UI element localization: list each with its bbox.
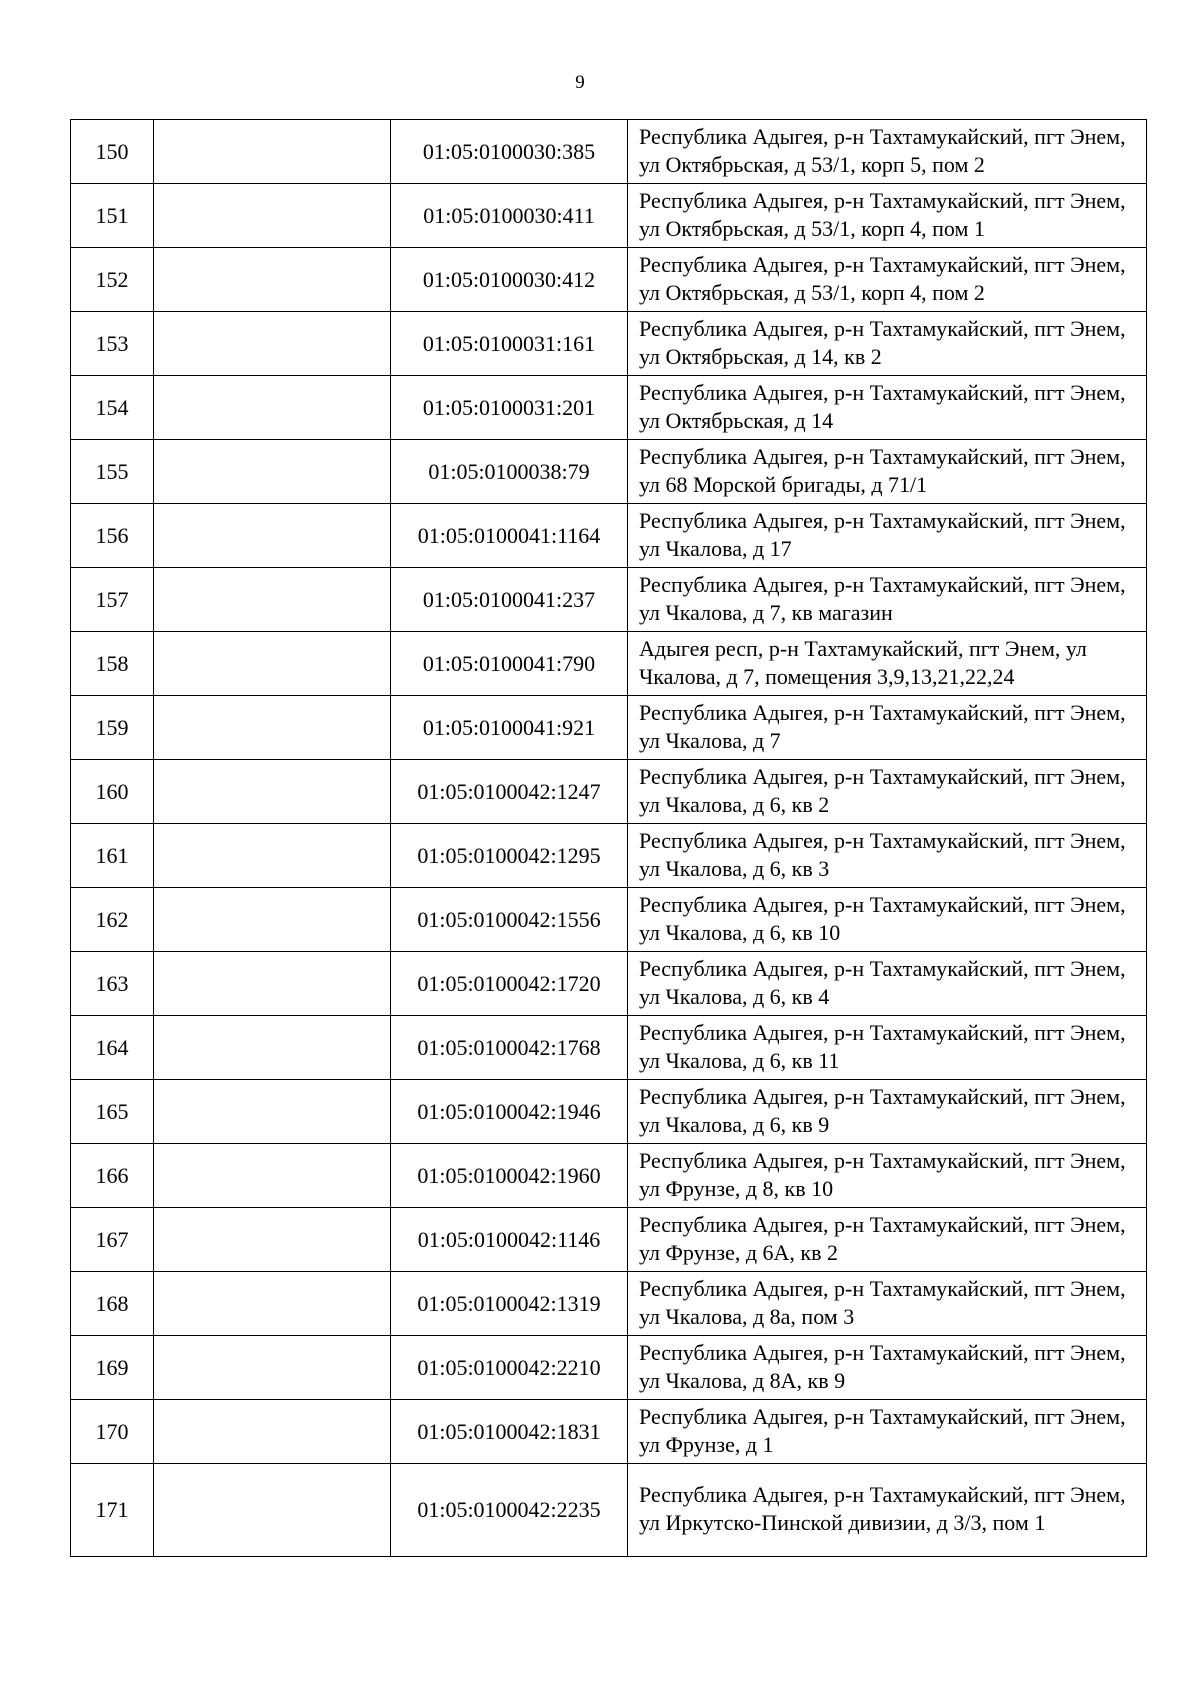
row-number-cell: 161 bbox=[71, 824, 154, 888]
row-number-cell: 162 bbox=[71, 888, 154, 952]
page-number: 9 bbox=[575, 72, 585, 93]
address-cell: Республика Адыгея, р-н Тахтамукайский, пгт Энем, ул Октябрьская, д 53/1, корп 5, пом 2 bbox=[628, 120, 1147, 184]
empty-cell bbox=[154, 1336, 391, 1400]
row-number-cell: 156 bbox=[71, 504, 154, 568]
table-row bbox=[71, 504, 1147, 568]
address-cell: Республика Адыгея, р-н Тахтамукайский, пгт Энем, ул Октябрьская, д 53/1, корп 4, пом 2 bbox=[628, 248, 1147, 312]
table-row bbox=[71, 120, 1147, 184]
empty-cell bbox=[154, 1016, 391, 1080]
empty-cell bbox=[154, 1400, 391, 1464]
cadastral-number-cell: 01:05:0100030:411 bbox=[391, 184, 628, 248]
cadastral-number-cell: 01:05:0100042:2235 bbox=[391, 1464, 628, 1557]
cadastral-number-cell: 01:05:0100042:1556 bbox=[391, 888, 628, 952]
cadastral-number-cell: 01:05:0100042:1720 bbox=[391, 952, 628, 1016]
address-cell: Республика Адыгея, р-н Тахтамукайский, пгт Энем, ул Октябрьская, д 14 bbox=[628, 376, 1147, 440]
address-cell: Республика Адыгея, р-н Тахтамукайский, пгт Энем, ул Чкалова, д 6, кв 10 bbox=[628, 888, 1147, 952]
table-row bbox=[71, 824, 1147, 888]
cadastral-number-cell: 01:05:0100030:385 bbox=[391, 120, 628, 184]
address-cell: Республика Адыгея, р-н Тахтамукайский, пгт Энем, ул Чкалова, д 7, кв магазин bbox=[628, 568, 1147, 632]
cadastral-number-cell: 01:05:0100042:1946 bbox=[391, 1080, 628, 1144]
empty-cell bbox=[154, 184, 391, 248]
cadastral-number-cell: 01:05:0100042:1768 bbox=[391, 1016, 628, 1080]
table-row bbox=[71, 696, 1147, 760]
row-number-cell: 157 bbox=[71, 568, 154, 632]
row-number-cell: 163 bbox=[71, 952, 154, 1016]
address-cell: Республика Адыгея, р-н Тахтамукайский, пгт Энем, ул Чкалова, д 17 bbox=[628, 504, 1147, 568]
cadastral-number-cell: 01:05:0100038:79 bbox=[391, 440, 628, 504]
cadastral-number-cell: 01:05:0100041:921 bbox=[391, 696, 628, 760]
empty-cell bbox=[154, 696, 391, 760]
cadastral-number-cell: 01:05:0100041:1164 bbox=[391, 504, 628, 568]
row-number-cell: 159 bbox=[71, 696, 154, 760]
empty-cell bbox=[154, 504, 391, 568]
row-number-cell: 170 bbox=[71, 1400, 154, 1464]
empty-cell bbox=[154, 1464, 391, 1557]
empty-cell bbox=[154, 120, 391, 184]
table-row bbox=[71, 632, 1147, 696]
cadastral-number-cell: 01:05:0100042:2210 bbox=[391, 1336, 628, 1400]
empty-cell bbox=[154, 1144, 391, 1208]
cadastral-number-cell: 01:05:0100030:412 bbox=[391, 248, 628, 312]
table-row bbox=[71, 1208, 1147, 1272]
table-row bbox=[71, 1272, 1147, 1336]
row-number-cell: 171 bbox=[71, 1464, 154, 1557]
address-cell: Республика Адыгея, р-н Тахтамукайский, пгт Энем, ул Фрунзе, д 1 bbox=[628, 1400, 1147, 1464]
row-number-cell: 160 bbox=[71, 760, 154, 824]
table-row bbox=[71, 760, 1147, 824]
table-row bbox=[71, 568, 1147, 632]
empty-cell bbox=[154, 760, 391, 824]
empty-cell bbox=[154, 824, 391, 888]
cadastral-number-cell: 01:05:0100041:790 bbox=[391, 632, 628, 696]
address-cell: Республика Адыгея, р-н Тахтамукайский, пгт Энем, ул Фрунзе, д 6А, кв 2 bbox=[628, 1208, 1147, 1272]
table-row bbox=[71, 1144, 1147, 1208]
cadastral-number-cell: 01:05:0100031:161 bbox=[391, 312, 628, 376]
cadastral-number-cell: 01:05:0100041:237 bbox=[391, 568, 628, 632]
row-number-cell: 164 bbox=[71, 1016, 154, 1080]
empty-cell bbox=[154, 376, 391, 440]
address-cell: Республика Адыгея, р-н Тахтамукайский, пгт Энем, ул 68 Морской бригады, д 71/1 bbox=[628, 440, 1147, 504]
row-number-cell: 167 bbox=[71, 1208, 154, 1272]
row-number-cell: 168 bbox=[71, 1272, 154, 1336]
empty-cell bbox=[154, 248, 391, 312]
cadastral-number-cell: 01:05:0100042:1295 bbox=[391, 824, 628, 888]
empty-cell bbox=[154, 1272, 391, 1336]
table-row bbox=[71, 1400, 1147, 1464]
address-cell: Республика Адыгея, р-н Тахтамукайский, пгт Энем, ул Чкалова, д 6, кв 3 bbox=[628, 824, 1147, 888]
row-number-cell: 169 bbox=[71, 1336, 154, 1400]
address-cell: Республика Адыгея, р-н Тахтамукайский, пгт Энем, ул Чкалова, д 8А, кв 9 bbox=[628, 1336, 1147, 1400]
empty-cell bbox=[154, 1208, 391, 1272]
address-cell: Республика Адыгея, р-н Тахтамукайский, пгт Энем, ул Октябрьская, д 14, кв 2 bbox=[628, 312, 1147, 376]
cadastral-number-cell: 01:05:0100031:201 bbox=[391, 376, 628, 440]
row-number-cell: 154 bbox=[71, 376, 154, 440]
table-row bbox=[71, 952, 1147, 1016]
table-row bbox=[71, 184, 1147, 248]
cadastral-number-cell: 01:05:0100042:1960 bbox=[391, 1144, 628, 1208]
table-row bbox=[71, 440, 1147, 504]
empty-cell bbox=[154, 952, 391, 1016]
table-row bbox=[71, 1464, 1147, 1557]
table-row bbox=[71, 1080, 1147, 1144]
table-row bbox=[71, 376, 1147, 440]
table-row bbox=[71, 888, 1147, 952]
empty-cell bbox=[154, 888, 391, 952]
address-cell: Республика Адыгея, р-н Тахтамукайский, пгт Энем, ул Фрунзе, д 8, кв 10 bbox=[628, 1144, 1147, 1208]
address-cell: Адыгея респ, р-н Тахтамукайский, пгт Энем, ул Чкалова, д 7, помещения 3,9,13,21,22,24 bbox=[628, 632, 1147, 696]
address-cell: Республика Адыгея, р-н Тахтамукайский, пгт Энем, ул Чкалова, д 6, кв 11 bbox=[628, 1016, 1147, 1080]
table-row bbox=[71, 248, 1147, 312]
row-number-cell: 155 bbox=[71, 440, 154, 504]
address-cell: Республика Адыгея, р-н Тахтамукайский, пгт Энем, ул Чкалова, д 7 bbox=[628, 696, 1147, 760]
address-cell: Республика Адыгея, р-н Тахтамукайский, пгт Энем, ул Иркутско-Пинской дивизии, д 3/3, пом 1 bbox=[628, 1464, 1147, 1557]
row-number-cell: 166 bbox=[71, 1144, 154, 1208]
address-cell: Республика Адыгея, р-н Тахтамукайский, пгт Энем, ул Чкалова, д 8а, пом 3 bbox=[628, 1272, 1147, 1336]
row-number-cell: 165 bbox=[71, 1080, 154, 1144]
empty-cell bbox=[154, 1080, 391, 1144]
address-cell: Республика Адыгея, р-н Тахтамукайский, пгт Энем, ул Октябрьская, д 53/1, корп 4, пом 1 bbox=[628, 184, 1147, 248]
table-row bbox=[71, 1336, 1147, 1400]
row-number-cell: 152 bbox=[71, 248, 154, 312]
address-cell: Республика Адыгея, р-н Тахтамукайский, пгт Энем, ул Чкалова, д 6, кв 9 bbox=[628, 1080, 1147, 1144]
empty-cell bbox=[154, 440, 391, 504]
cadastral-number-cell: 01:05:0100042:1247 bbox=[391, 760, 628, 824]
row-number-cell: 158 bbox=[71, 632, 154, 696]
row-number-cell: 151 bbox=[71, 184, 154, 248]
row-number-cell: 150 bbox=[71, 120, 154, 184]
cadastral-number-cell: 01:05:0100042:1146 bbox=[391, 1208, 628, 1272]
empty-cell bbox=[154, 312, 391, 376]
address-cell: Республика Адыгея, р-н Тахтамукайский, пгт Энем, ул Чкалова, д 6, кв 2 bbox=[628, 760, 1147, 824]
empty-cell bbox=[154, 632, 391, 696]
row-number-cell: 153 bbox=[71, 312, 154, 376]
registry-body bbox=[71, 120, 1147, 1557]
property-registry-table bbox=[70, 119, 1147, 1557]
address-cell: Республика Адыгея, р-н Тахтамукайский, пгт Энем, ул Чкалова, д 6, кв 4 bbox=[628, 952, 1147, 1016]
empty-cell bbox=[154, 568, 391, 632]
cadastral-number-cell: 01:05:0100042:1831 bbox=[391, 1400, 628, 1464]
table-row bbox=[71, 312, 1147, 376]
table-row bbox=[71, 1016, 1147, 1080]
cadastral-number-cell: 01:05:0100042:1319 bbox=[391, 1272, 628, 1336]
